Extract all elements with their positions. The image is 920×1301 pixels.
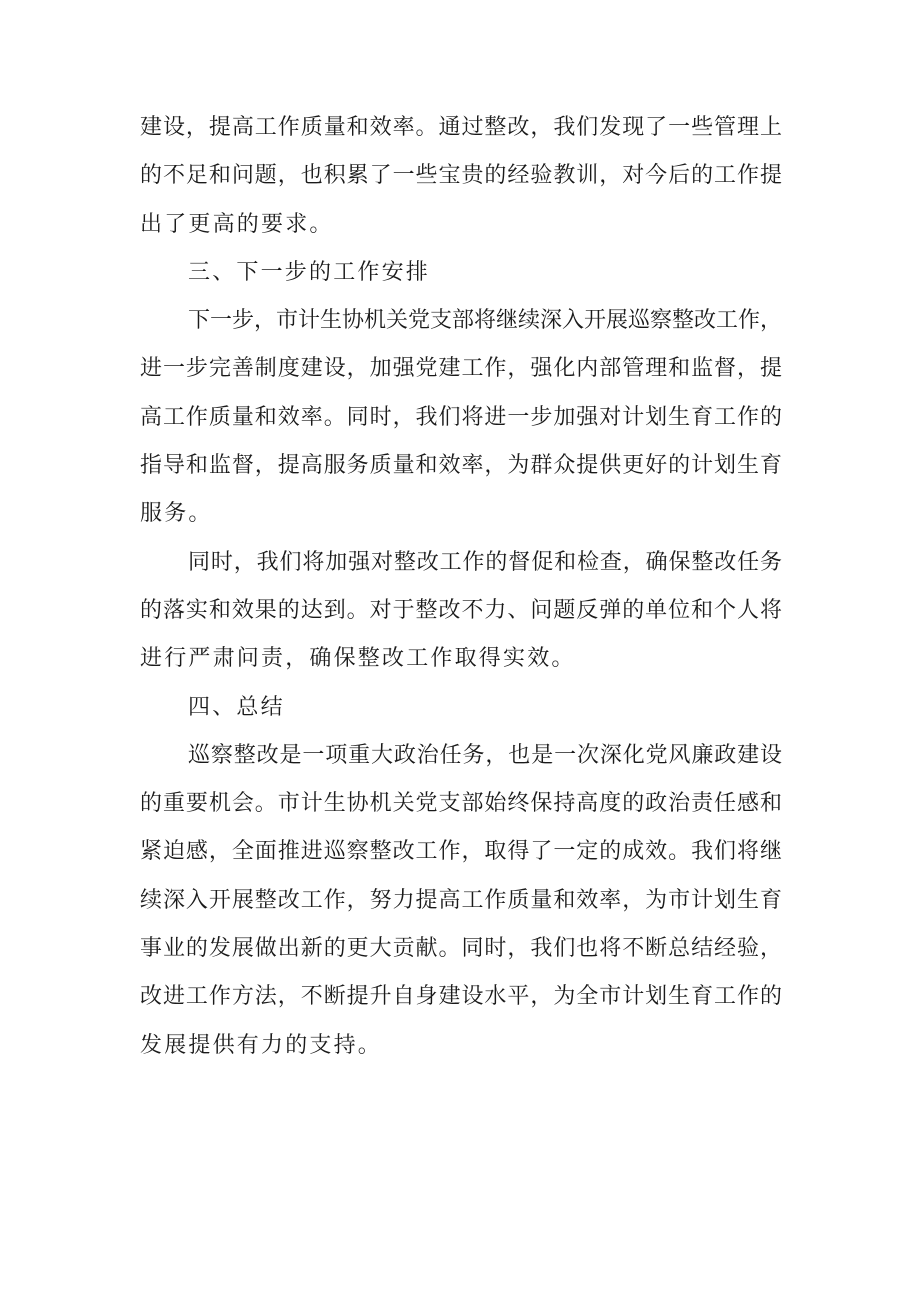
document-body [140, 104, 782, 1070]
paragraph-line: 指导和监督，提高服务质量和效率，为群众提供更好的计划生育 [140, 453, 782, 479]
paragraph-line: 紧迫感，全面推进巡察整改工作，取得了一定的成效。我们将继 [140, 839, 782, 865]
paragraph-line: 建设，提高工作质量和效率。通过整改，我们发现了一些管理上 [140, 115, 782, 140]
paragraph-line: 高工作质量和效率。同时，我们将进一步加强对计划生育工作的 [140, 404, 782, 430]
paragraph-line: 续深入开展整改工作，努力提高工作质量和效率，为市计划生育 [140, 887, 782, 913]
paragraph-line: 发展提供有力的支持。 [140, 1032, 383, 1058]
paragraph-line: 进行严肃问责，确保整改工作取得实效。 [140, 646, 576, 672]
paragraph-line: 巡察整改是一项重大政治任务，也是一次深化党风廉政建设 [188, 742, 782, 768]
paragraph-line: 事业的发展做出新的更大贡献。同时，我们也将不断总结经验， [140, 936, 782, 962]
paragraph-line: 下一步，市计生协机关党支部将继续深入开展巡察整改工作， [188, 308, 783, 334]
paragraph-line: 的不足和问题，也积累了一些宝贵的经验教训，对今后的工作提 [140, 163, 782, 189]
paragraph-line: 进一步完善制度建设，加强党建工作，强化内部管理和监督，提 [140, 356, 782, 382]
paragraph-line: 改进工作方法，不断提升自身建设水平，为全市计划生育工作的 [140, 984, 782, 1010]
paragraph-line: 的重要机会。市计生协机关党支部始终保持高度的政治责任感和 [140, 791, 782, 817]
paragraph-line: 服务。 [140, 501, 213, 527]
section-heading: 三、下一步的工作安排 [188, 259, 431, 285]
paragraph-line: 同时，我们将加强对整改工作的督促和检查，确保整改任务 [188, 549, 782, 575]
paragraph-line: 出了更高的要求。 [140, 211, 334, 237]
paragraph-line: 的落实和效果的达到。对于整改不力、问题反弹的单位和个人将 [140, 597, 782, 623]
section-heading: 四、总结 [188, 694, 285, 720]
